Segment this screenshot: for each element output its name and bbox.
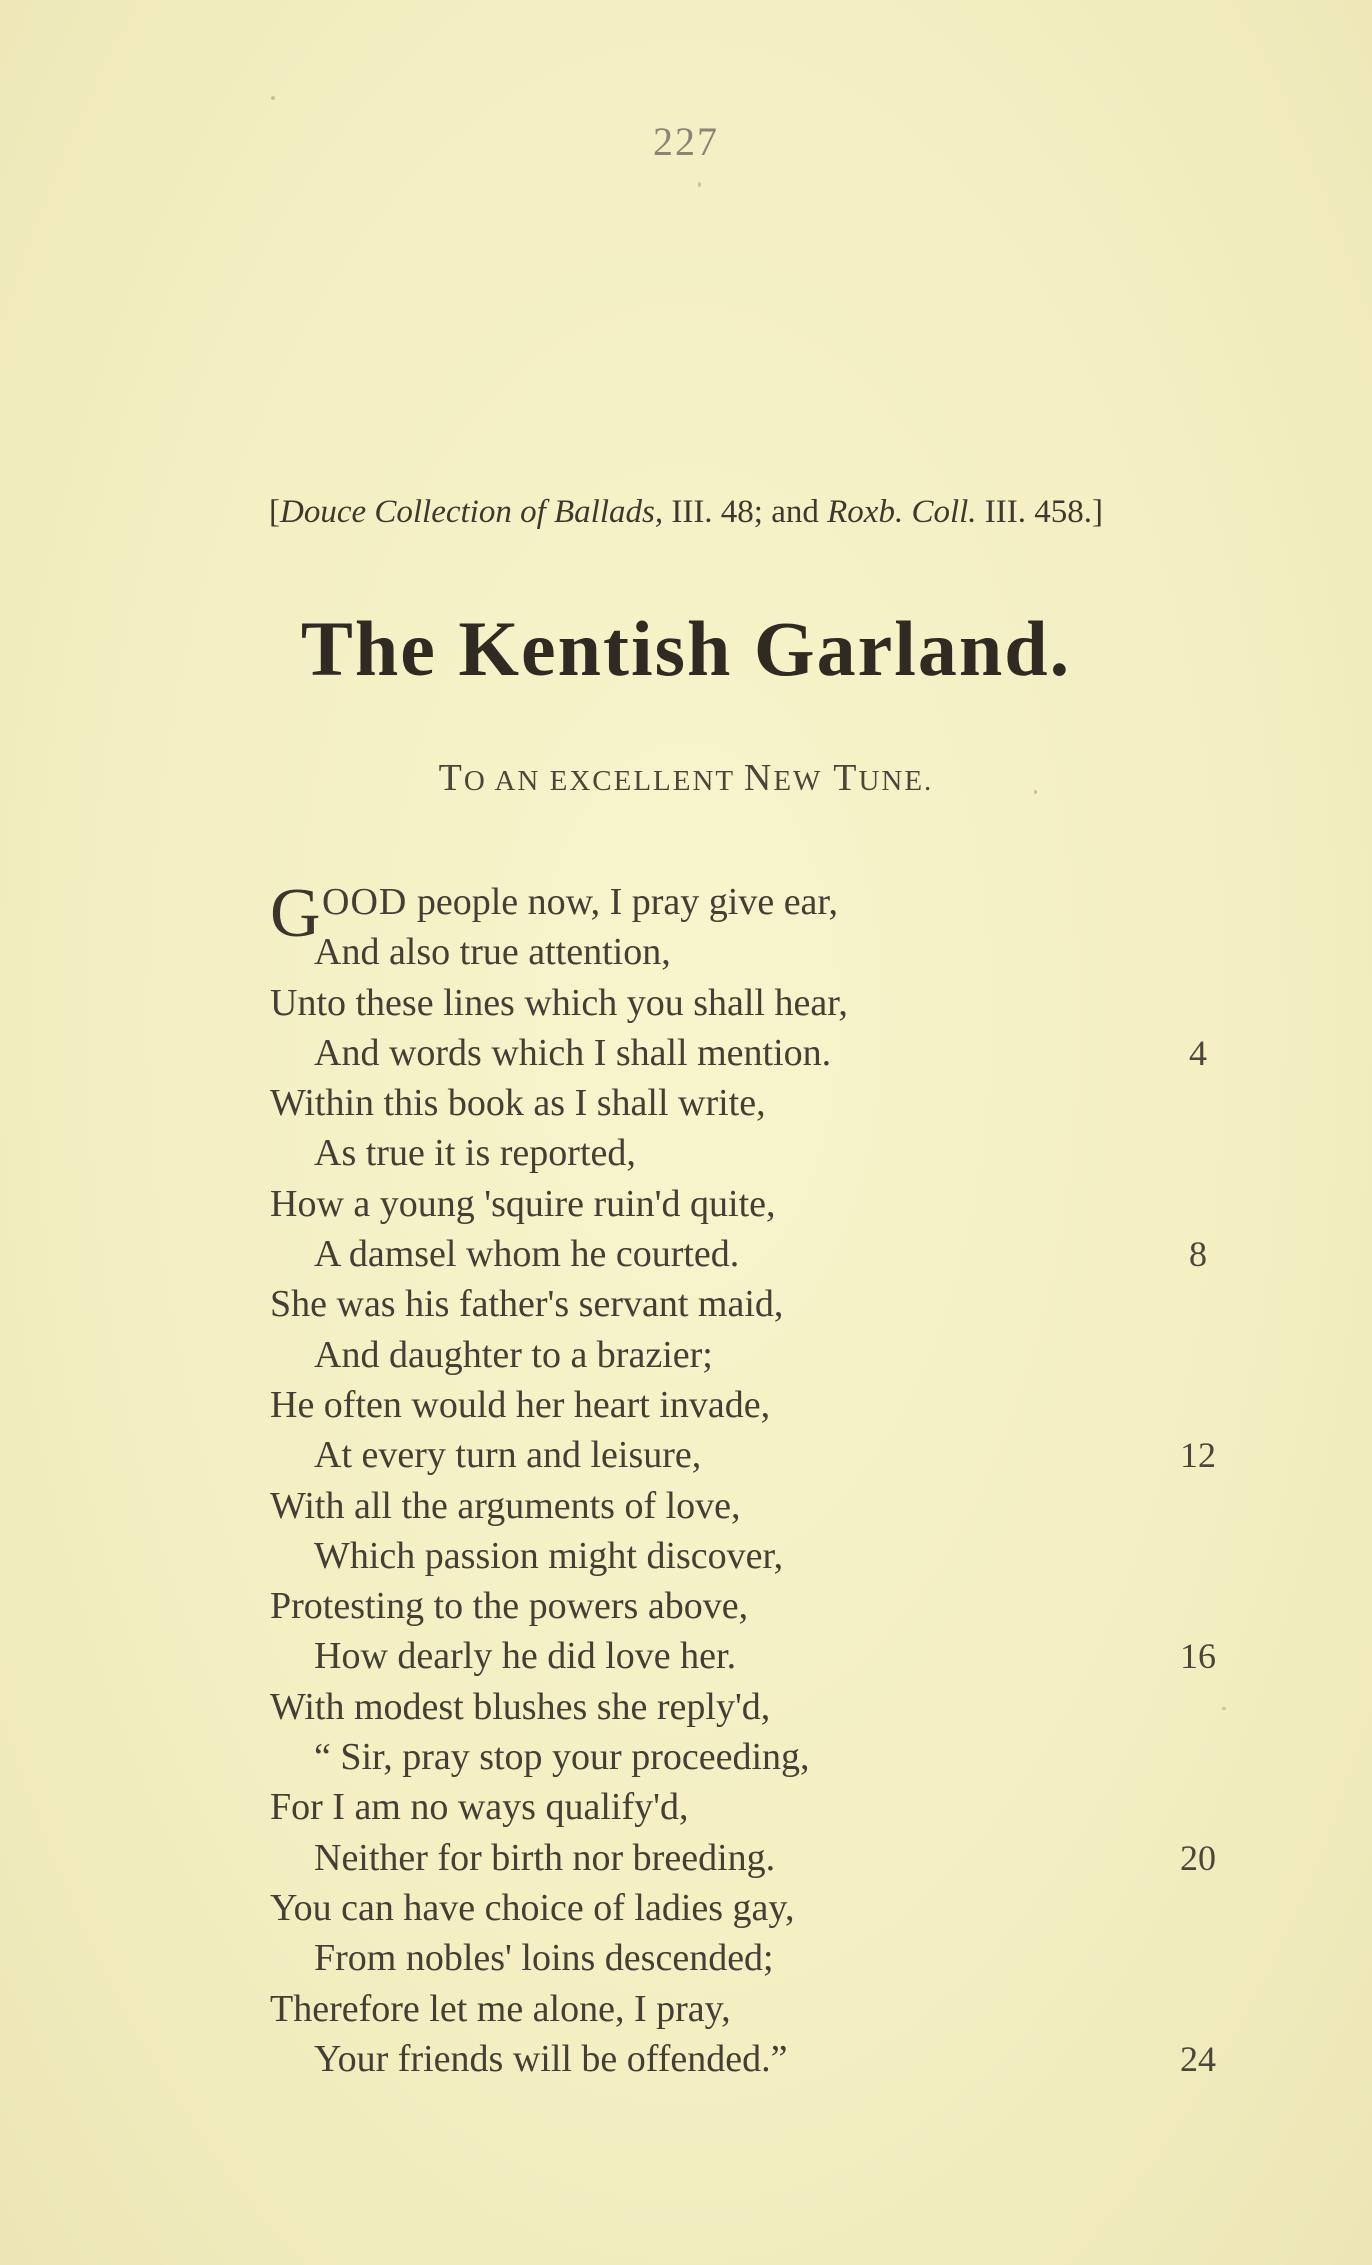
page-number: 227 — [653, 119, 719, 164]
poem-line — [270, 1631, 1230, 1681]
poem-line-text: How dearly he did love her. — [314, 1635, 737, 1678]
poem-line — [270, 1229, 1230, 1279]
poem-line-text: With all the arguments of love, — [270, 1484, 741, 1527]
source-douce-title: Douce Collection of Ballads, — [279, 494, 664, 530]
source-roxb-volume: III. 458.] — [976, 494, 1104, 530]
ballad-title: The Kentish Garland. — [300, 605, 1072, 692]
subtitle-new: EW — [773, 765, 823, 797]
poem-line — [270, 1933, 1230, 1983]
poem-line-text: For I am no ways qualify'd, — [270, 1786, 689, 1829]
poem-line-text: With modest blushes she reply'd, — [270, 1685, 771, 1728]
poem-line-text: How a young 'squire ruin'd quite, — [270, 1182, 776, 1225]
poem-line — [270, 1833, 1230, 1883]
poem-line-text: Neither for birth nor breeding. — [314, 1836, 776, 1879]
poem-line-text: Within this book as I shall write, — [270, 1082, 766, 1125]
poem-line-text: “ Sir, pray stop your proceeding, — [314, 1736, 810, 1779]
poem-line — [270, 1380, 1230, 1430]
poem-line-text: Therefore let me alone, I pray, — [270, 1987, 731, 2030]
poem-line — [270, 1581, 1230, 1631]
subtitle-to: O — [463, 765, 487, 797]
source-note — [0, 494, 1372, 531]
drop-cap: G — [270, 875, 321, 952]
poem-line — [270, 927, 1230, 977]
line-number: 12 — [1180, 1435, 1216, 1476]
poem-line — [270, 978, 1230, 1028]
poem-line-text: Unto these lines which you shall hear, — [270, 981, 848, 1024]
poem-line — [270, 1782, 1230, 1832]
poem-line-text: She was his father's servant maid, — [270, 1283, 784, 1326]
tune-subtitle — [0, 756, 1372, 800]
poem-line — [270, 1279, 1230, 1329]
poem-line — [270, 1531, 1230, 1581]
paper-speck — [698, 182, 701, 187]
source-bracket: [ — [268, 494, 280, 530]
poem-line-text: As true it is reported, — [314, 1132, 636, 1175]
line-number: 4 — [1189, 1032, 1207, 1073]
source-douce-volume: III. 48; and — [663, 494, 828, 530]
poem-line-text: And daughter to a brazier; — [314, 1333, 713, 1376]
first-line-rest: people now, I pray give ear, — [407, 881, 839, 923]
first-word-caps: OOD — [322, 881, 408, 923]
subtitle-cap-n: N — [743, 757, 774, 799]
poem-line — [270, 1883, 1230, 1933]
poem-line — [270, 1330, 1230, 1380]
poem-line-text: A damsel whom he courted. — [314, 1233, 740, 1276]
poem-line-text: And words which I shall mention. — [314, 1031, 832, 1074]
poem-line — [270, 1732, 1230, 1782]
subtitle-tune: UNE. — [858, 765, 934, 797]
poem-line-text: From nobles' loins descended; — [314, 1937, 774, 1980]
poem-line — [270, 1984, 1230, 2034]
poem-line-text: He often would her heart invade, — [270, 1383, 771, 1426]
poem-line — [270, 1028, 1230, 1078]
paper-speck — [271, 96, 275, 100]
first-line-text — [322, 877, 838, 927]
poem-line-text: At every turn and leisure, — [314, 1434, 702, 1477]
subtitle-cap-t: T — [438, 757, 464, 799]
subtitle-an-excellent: AN EXCELLENT — [486, 765, 744, 797]
poem-line-text: Which passion might discover, — [314, 1534, 784, 1577]
line-number: 16 — [1180, 1636, 1216, 1677]
poem-body — [270, 877, 1230, 2084]
line-number: 24 — [1180, 2038, 1216, 2079]
poem-line — [270, 2034, 1230, 2084]
poem-line — [270, 1179, 1230, 1229]
subtitle-cap-tune: T — [822, 757, 859, 799]
poem-line-text: You can have choice of ladies gay, — [270, 1886, 795, 1929]
poem-line — [270, 1078, 1230, 1128]
poem-line-text: Protesting to the powers above, — [270, 1585, 749, 1628]
source-roxb-title: Roxb. Coll. — [827, 494, 977, 530]
line-number: 8 — [1189, 1234, 1207, 1275]
poem-line-text: And also true attention, — [314, 931, 671, 974]
poem-line — [270, 1128, 1230, 1178]
line-number: 20 — [1180, 1837, 1216, 1878]
poem-line-text: Your friends will be offended.” — [314, 2037, 788, 2080]
poem-line — [270, 1682, 1230, 1732]
poem-line — [270, 1430, 1230, 1480]
poem-line — [270, 1481, 1230, 1531]
poem-line-1 — [270, 875, 1230, 952]
